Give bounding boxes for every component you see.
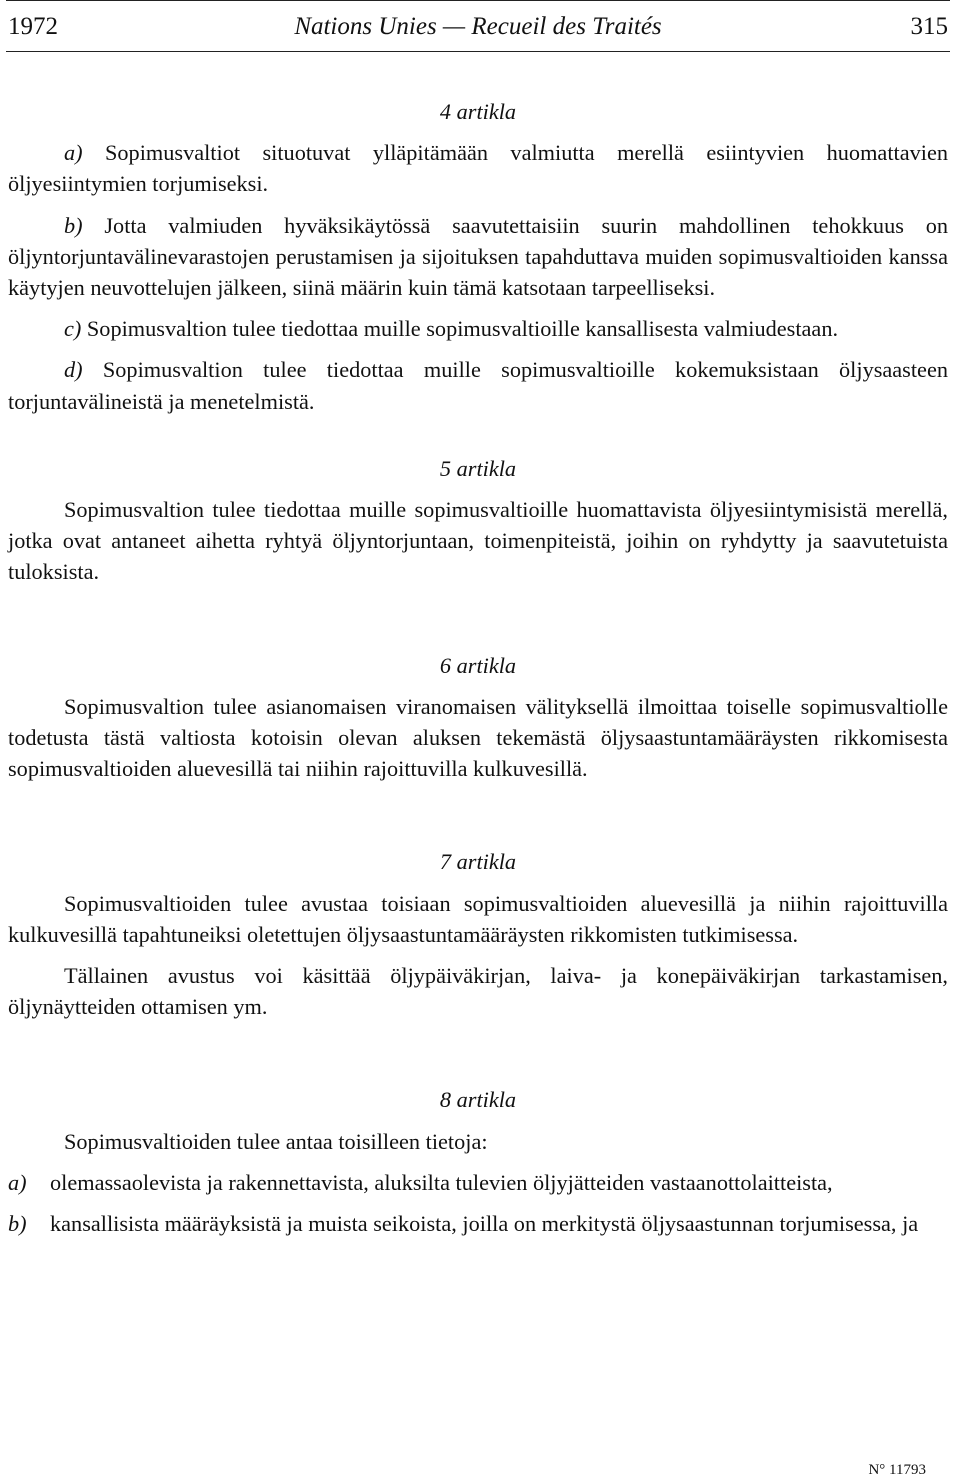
paragraph-c-text: Sopimusvaltion tulee tiedottaa muille sopimusvaltioille kansallisesta valmiudestaan. [81,316,839,342]
article-6-heading: 6 artikla [439,652,517,678]
page-header [6,0,950,52]
treaty-number: N° 11793 [868,1462,926,1478]
item-a-label: a) [8,1169,27,1195]
item-b-text: kansallisista määräyksistä ja muista seikoista, joilla on merkitystä öljysaastunnan torjumisessa, ja [50,1211,919,1237]
article-4-paragraph-b [8,210,948,304]
article-8-item-a [8,1167,948,1198]
article-4-paragraph-a [8,137,948,199]
paragraph-d-text: Sopimusvaltion tulee tiedottaa muille sopimusvaltioille kokemuksistaan öljysaasteen torjuntavälineistä ja menetelmistä. [8,357,948,414]
paragraph-a-text: Sopimusvaltiot situotuvat ylläpitämään valmiutta merellä esiintyvien huomattavien öljyesiintymien torjumiseksi. [8,140,948,197]
paragraph-a-label: a) [64,140,83,166]
article-5-heading: 5 artikla [439,455,517,481]
article-6-text: Sopimusvaltion tulee asianomaisen viranomaisen välityksellä ilmoittaa toiselle sopimusvaltiolle todetusta tästä valtiosta kotoisin olevan aluksen tekemästä öljysaastuntamääräysten rikkomisesta sopimusvaltioiden aluevesillä tai niihin rajoittuvilla kulkuvesillä. [8,693,948,782]
item-b-label: b) [8,1211,27,1237]
article-4-heading: 4 artikla [439,99,517,124]
article-4-paragraph-d [8,354,948,416]
paragraph-d-label: d) [64,357,83,383]
paragraph-b-label: b) [64,212,83,238]
article-5-text: Sopimusvaltion tulee tiedottaa muille sopimusvaltioille huomattavista öljyesiintymisistä merellä, jotka ovat antaneet aihetta ryhtyä öljyntorjuntaan, toimenpiteistä, joihin on ryhdytty ja saavutetuista tuloksista. [8,497,948,585]
header-year: 1972 [8,13,58,40]
article-7-heading: 7 artikla [439,849,517,875]
paragraph-c-label: c) [64,316,82,342]
article-8-item-b [8,1208,948,1239]
paragraph-b-text: Jotta valmiuden hyväksikäytössä saavutettaisiin suurin mahdollinen tehokkuus on öljyntorjuntavälinevarastojen perustamisen ja sijoituksen tapahduttava muiden sopimusvaltioiden kanssa käytyjen neuvottelujen jälkeen, siinä määrin kuin tämä katsotaan tarpeelliseksi. [8,212,948,301]
document-body [8,96,948,1239]
article-8-intro: Sopimusvaltioiden tulee antaa toisilleen tietoja: [64,1128,488,1154]
article-8-heading: 8 artikla [439,1087,517,1113]
item-a-text: olemassaolevista ja rakennettavista, aluksilta tulevien öljyjätteiden vastaanottolaitteista, [50,1169,833,1195]
article-7-text-2: Tällainen avustus voi käsittää öljypäiväkirjan, laiva- ja konepäiväkirjan tarkastamisen, öljynäytteiden ottamisen ym. [8,963,948,1020]
header-title: Nations Unies — Recueil des Traités [294,13,662,40]
article-4-paragraph-c [8,313,948,344]
header-page-number: 315 [910,13,948,40]
article-7-text-1: Sopimusvaltioiden tulee avustaa toisiaan sopimusvaltioiden aluevesillä ja niihin rajoittuvilla kulkuvesillä tapahtuneiksi oletettujen öljysaastuntamääräysten rikkomisten tutkimisessa. [8,890,948,947]
